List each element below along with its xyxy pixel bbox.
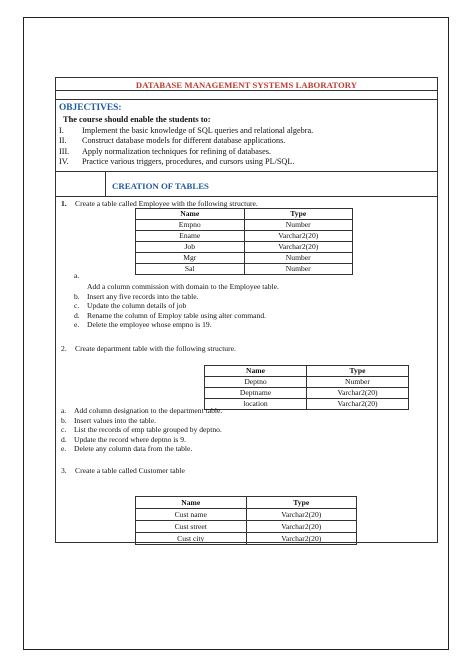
task-item	[61, 320, 421, 330]
table-header-cell: Type	[244, 209, 353, 220]
task-item	[61, 311, 421, 321]
objective-number: IV.	[59, 157, 69, 167]
task-item	[61, 444, 421, 454]
table-cell: Varchar2(20)	[244, 231, 353, 242]
table-cell: Number	[307, 377, 409, 388]
exercise-number: 2.	[61, 344, 67, 353]
task-item	[61, 406, 421, 416]
table-cell: Varchar2(20)	[307, 388, 409, 399]
objective-number: II.	[59, 136, 67, 146]
task-text: Add a column commission with domain to the Employee table.	[87, 282, 279, 291]
table-cell: Number	[244, 253, 353, 264]
task-letter	[74, 282, 87, 292]
table-row	[136, 509, 357, 521]
task-text: Add column designation to the department table.	[74, 406, 223, 415]
table-cell: Varchar2(20)	[246, 533, 357, 545]
table-row	[136, 521, 357, 533]
table-cell: Deptname	[205, 388, 307, 399]
table-cell: Varchar2(20)	[244, 242, 353, 253]
course-intro: The course should enable the students to:	[63, 115, 211, 124]
table-cell: location	[205, 399, 307, 410]
table-cell: Varchar2(20)	[246, 521, 357, 533]
task-letter: c.	[74, 301, 80, 311]
table-header-cell: Name	[136, 497, 247, 509]
table-row	[136, 253, 353, 264]
table-cell: Empno	[136, 220, 245, 231]
lab-document-frame	[55, 77, 438, 543]
table-header-row	[205, 366, 409, 377]
exercise-text: Create a table called Employee with the following structure.	[75, 199, 258, 208]
objective-number: I.	[59, 126, 64, 135]
objective-item	[59, 136, 434, 146]
objective-text: Implement the basic knowledge of SQL queries and relational algebra.	[82, 126, 314, 135]
page-title: DATABASE MANAGEMENT SYSTEMS LABORATORY	[135, 80, 358, 90]
task-letter: b.	[61, 415, 67, 425]
objective-item	[59, 147, 434, 157]
table-header-cell: Name	[136, 209, 245, 220]
task-letter: a.	[74, 271, 80, 280]
task-text: Delete any column data from the table.	[74, 444, 193, 454]
table-row	[205, 388, 409, 399]
table-cell: Mgr	[136, 253, 245, 264]
exercise-number: 3.	[61, 466, 67, 475]
table-cell: Ename	[136, 231, 245, 242]
objective-text: Apply normalization techniques for refining of databases.	[82, 146, 271, 156]
rule	[56, 171, 437, 172]
employee-task-list	[61, 282, 421, 330]
department-task-list	[61, 406, 421, 454]
task-item	[61, 435, 421, 445]
rule	[105, 171, 106, 196]
task-item	[61, 425, 421, 435]
department-table	[204, 365, 409, 410]
table-header-cell: Type	[246, 497, 357, 509]
table-row	[136, 533, 357, 545]
section-heading: CREATION OF TABLES	[112, 181, 209, 191]
task-text: Update the record where deptno is 9.	[74, 434, 186, 444]
exercise-number: 1.	[61, 199, 67, 208]
table-cell: Varchar2(20)	[246, 509, 357, 521]
task-letter: e.	[74, 320, 80, 330]
objectives-heading: OBJECTIVES:	[59, 103, 122, 113]
objective-number: III.	[59, 146, 70, 156]
task-text: Update the column details of job	[87, 301, 187, 311]
table-cell: Job	[136, 242, 245, 253]
task-text: Insert any five records into the table.	[87, 291, 199, 301]
task-letter: b.	[74, 291, 80, 301]
employee-table	[135, 208, 353, 275]
table-cell: Number	[244, 220, 353, 231]
task-text: Delete the employee whose empno is 19.	[87, 320, 212, 330]
exercise-text: Create department table with the following structure.	[75, 344, 236, 353]
task-letter: d.	[74, 310, 80, 320]
task-item	[61, 416, 421, 426]
table-cell: Deptno	[205, 377, 307, 388]
task-letter: c.	[61, 425, 67, 435]
task-item	[61, 282, 421, 292]
objective-text: Construct database models for different database applications.	[82, 136, 286, 146]
exercise-text: Create a table called Customer table	[75, 466, 185, 475]
table-cell: Number	[244, 264, 353, 275]
task-letter: d.	[61, 434, 67, 444]
table-cell: Cust name	[136, 509, 247, 521]
task-letter: e.	[61, 444, 67, 454]
table-row	[136, 231, 353, 242]
objectives-list	[59, 126, 434, 168]
table-header-cell: Name	[205, 366, 307, 377]
table-cell: Varchar2(20)	[307, 399, 409, 410]
objective-item	[59, 157, 434, 167]
table-cell: Sal	[136, 264, 245, 275]
task-item	[61, 292, 421, 302]
table-cell: Cust city	[136, 533, 247, 545]
table-cell: Cust street	[136, 521, 247, 533]
task-text: Insert values into the table.	[74, 415, 157, 425]
task-item	[61, 301, 421, 311]
task-letter: a.	[61, 406, 67, 415]
table-row	[136, 220, 353, 231]
table-header-row	[136, 209, 353, 220]
table-header-cell: Type	[307, 366, 409, 377]
rule	[56, 99, 437, 100]
objective-text: Practice various triggers, procedures, and cursors using PL/SQL.	[82, 157, 295, 167]
objective-item	[59, 126, 434, 136]
customer-table	[135, 496, 357, 545]
rule	[56, 90, 437, 91]
rule	[56, 196, 437, 197]
table-header-row	[136, 497, 357, 509]
table-row	[136, 264, 353, 275]
task-text: List the records of emp table grouped by deptno.	[74, 425, 222, 435]
table-row	[136, 242, 353, 253]
task-text: Rename the column of Employ table using alter command.	[87, 310, 267, 320]
table-row	[205, 377, 409, 388]
